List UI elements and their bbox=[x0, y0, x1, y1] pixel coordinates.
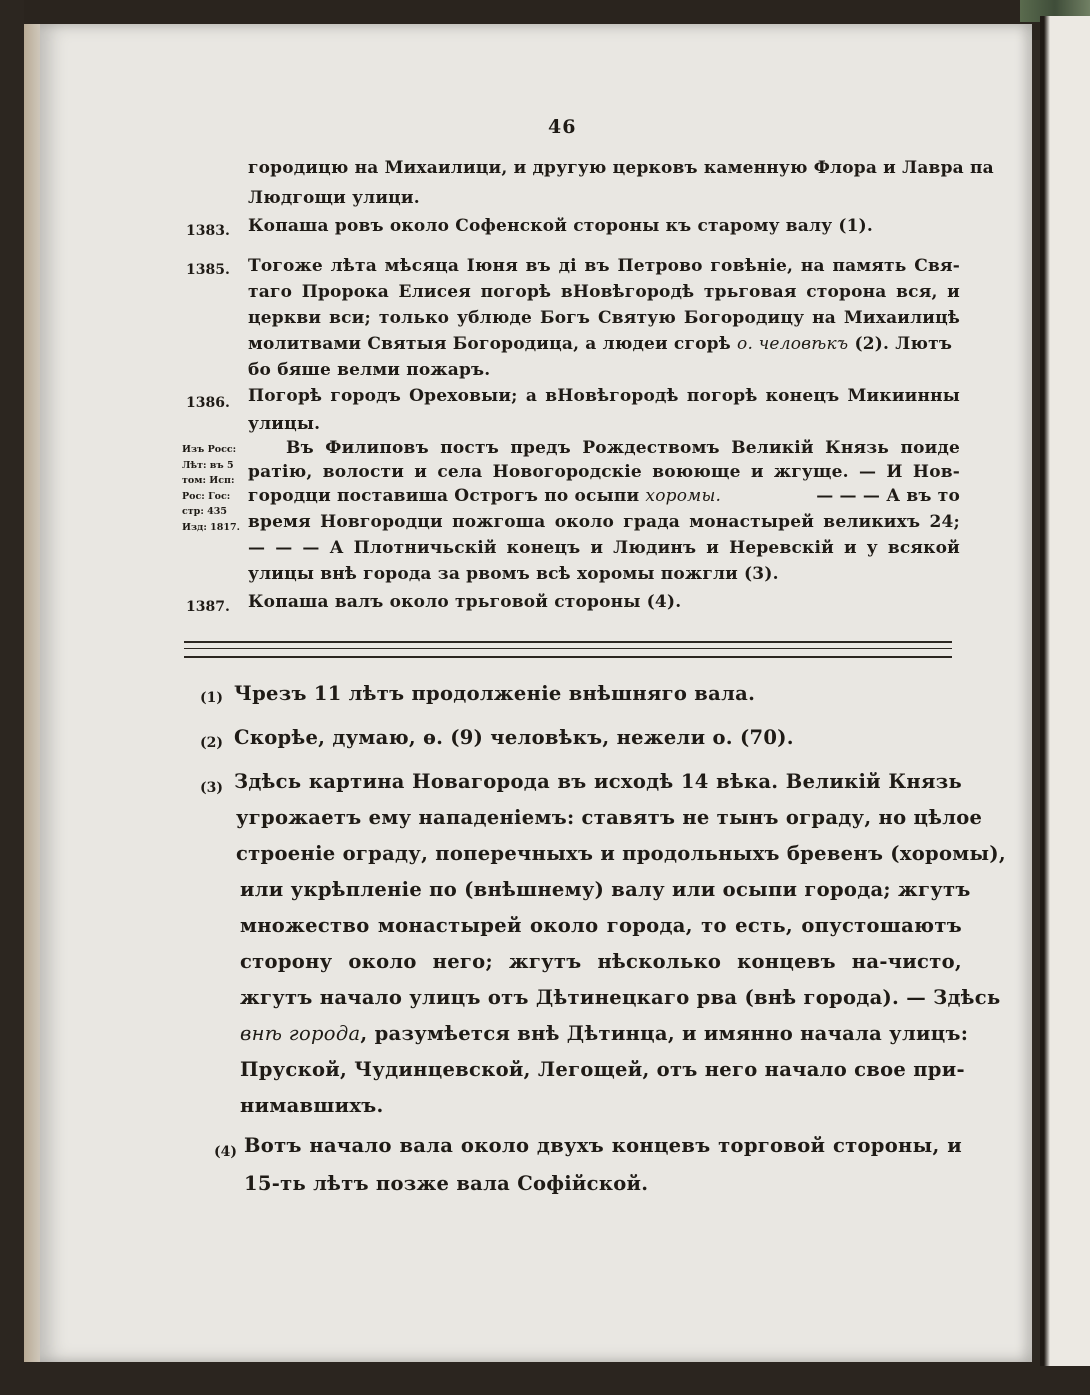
chronicle-line: улицы внѣ города за рвомъ всѣ хоромы пожгли (3). bbox=[248, 564, 779, 584]
footnote-line: Скорѣе, думаю, ѳ. (9) человѣкъ, нежели о. (70). bbox=[234, 726, 794, 749]
chronicle-line: Людгощи улици. bbox=[248, 188, 420, 208]
chronicle-line-with-italic bbox=[248, 334, 960, 354]
italic-phrase: хоромы. bbox=[645, 486, 722, 506]
footnote-mark: (2) bbox=[200, 735, 223, 751]
footnote-mark: (1) bbox=[200, 690, 223, 706]
margin-note bbox=[182, 442, 254, 535]
scan-background-left bbox=[0, 0, 24, 1395]
footnote-text: , разумѣется внѣ Дѣтинца, и имянно начала улицъ: bbox=[360, 1022, 969, 1045]
chronicle-line: ратію, волости и села Новогородскіе воююще и жгуще. — И Нов- bbox=[248, 462, 960, 482]
chronicle-text: — — — А въ то bbox=[816, 486, 960, 506]
margin-note-line: Лѣт: въ 5 bbox=[182, 459, 234, 471]
separator-rule bbox=[184, 648, 952, 649]
margin-note-line: Рос: Гос: bbox=[182, 490, 231, 502]
footnote-line: сторону около него; жгутъ нѣсколько концевъ на-чисто, bbox=[240, 950, 962, 973]
footnote-line: или укрѣпленіе по (внѣшнему) валу или осыпи города; жгутъ bbox=[240, 878, 971, 901]
year-label: 1383. bbox=[186, 223, 230, 239]
chronicle-line: церкви вси; только ублюде Богъ Святую Богородицу на Михаилицѣ bbox=[248, 308, 960, 328]
chronicle-line: городицю на Михаилици, и другую церковъ каменную Флора и Лавра па bbox=[248, 158, 994, 178]
facing-page-edge bbox=[1040, 16, 1090, 1366]
footnote-line: нимавшихъ. bbox=[240, 1094, 384, 1117]
footnote-line-with-italic bbox=[240, 1022, 969, 1045]
chronicle-line: бо бяше велми пожаръ. bbox=[248, 360, 491, 380]
footnote-line: Здѣсь картина Новагорода въ исходѣ 14 вѣка. Великій Князь bbox=[234, 770, 962, 793]
footnote-mark: (4) bbox=[214, 1144, 237, 1160]
footnote-line: жгутъ начало улицъ отъ Дѣтинецкаго рва (внѣ города). — Здѣсь bbox=[240, 986, 1001, 1009]
year-label: 1386. bbox=[186, 395, 230, 411]
year-label: 1385. bbox=[186, 262, 230, 278]
chronicle-text-part: городци поставиша Острогъ по осыпи bbox=[248, 486, 640, 506]
footnote-line: Пруской, Чудинцевской, Легощей, отъ него начало свое при- bbox=[240, 1058, 965, 1081]
italic-phrase: о. человѣкъ bbox=[737, 334, 849, 354]
chronicle-line-with-italic bbox=[248, 486, 960, 506]
margin-note-line: Изъ Росс: bbox=[182, 444, 237, 455]
margin-note-line: том: Исп: bbox=[182, 475, 235, 486]
footnote-line: Вотъ начало вала около двухъ концевъ торговой стороны, и bbox=[244, 1134, 962, 1157]
chronicle-line: Погорѣ городъ Ореховыи; а вНовѣгородѣ погорѣ конецъ Микиинны bbox=[248, 386, 960, 406]
footnote-line: угрожаетъ ему нападеніемъ: ставятъ не тынъ ограду, но цѣлое bbox=[236, 806, 983, 829]
footnote-mark: (3) bbox=[200, 780, 223, 796]
margin-note-line: Изд: 1817. bbox=[182, 521, 240, 533]
chronicle-line: таго Пророка Елисея погорѣ вНовѣгородѣ трьговая сторона вся, и bbox=[248, 282, 960, 302]
separator-rule bbox=[184, 641, 952, 643]
year-label: 1387. bbox=[186, 599, 230, 615]
chronicle-line: Въ Филиповъ постъ предъ Рождествомъ Великій Князь поиде bbox=[286, 438, 960, 458]
chronicle-text: (2). Лютъ bbox=[854, 334, 953, 354]
chronicle-text bbox=[248, 486, 721, 506]
footnote-line: множество монастырей около города, то есть, опустошаютъ bbox=[240, 914, 962, 937]
chronicle-line: время Новгородци пожгоша около града монастырей великихъ 24; bbox=[248, 512, 960, 532]
separator-rule bbox=[184, 656, 952, 658]
chronicle-line: улицы. bbox=[248, 414, 321, 434]
footnote-line: строеніе ограду, поперечныхъ и продольныхъ бревенъ (хоромы), bbox=[236, 842, 1006, 865]
page-number: 46 bbox=[548, 116, 577, 138]
chronicle-line: Копаша ровъ около Софенской стороны къ старому валу (1). bbox=[248, 216, 874, 236]
footnote-line: 15-ть лѣтъ позже вала Софійской. bbox=[244, 1172, 649, 1195]
chronicle-text: молитвами Святыя Богородица, а людеи сгорѣ bbox=[248, 334, 731, 354]
chronicle-line: Копаша валъ около трьговой стороны (4). bbox=[248, 592, 682, 612]
scan-background-bottom bbox=[0, 1360, 1090, 1395]
margin-note-line: стр: 435 bbox=[182, 506, 227, 517]
footnote-line: Чрезъ 11 лѣтъ продолженіе внѣшняго вала. bbox=[234, 682, 756, 705]
italic-phrase: внѣ города bbox=[240, 1022, 361, 1045]
chronicle-line: Тогоже лѣта мѣсяца Іюня въ ді въ Петрово говѣніе, на память Свя- bbox=[248, 256, 960, 276]
chronicle-line: — — — А Плотничьскій конецъ и Людинъ и Неревскій и у всякой bbox=[248, 538, 960, 558]
